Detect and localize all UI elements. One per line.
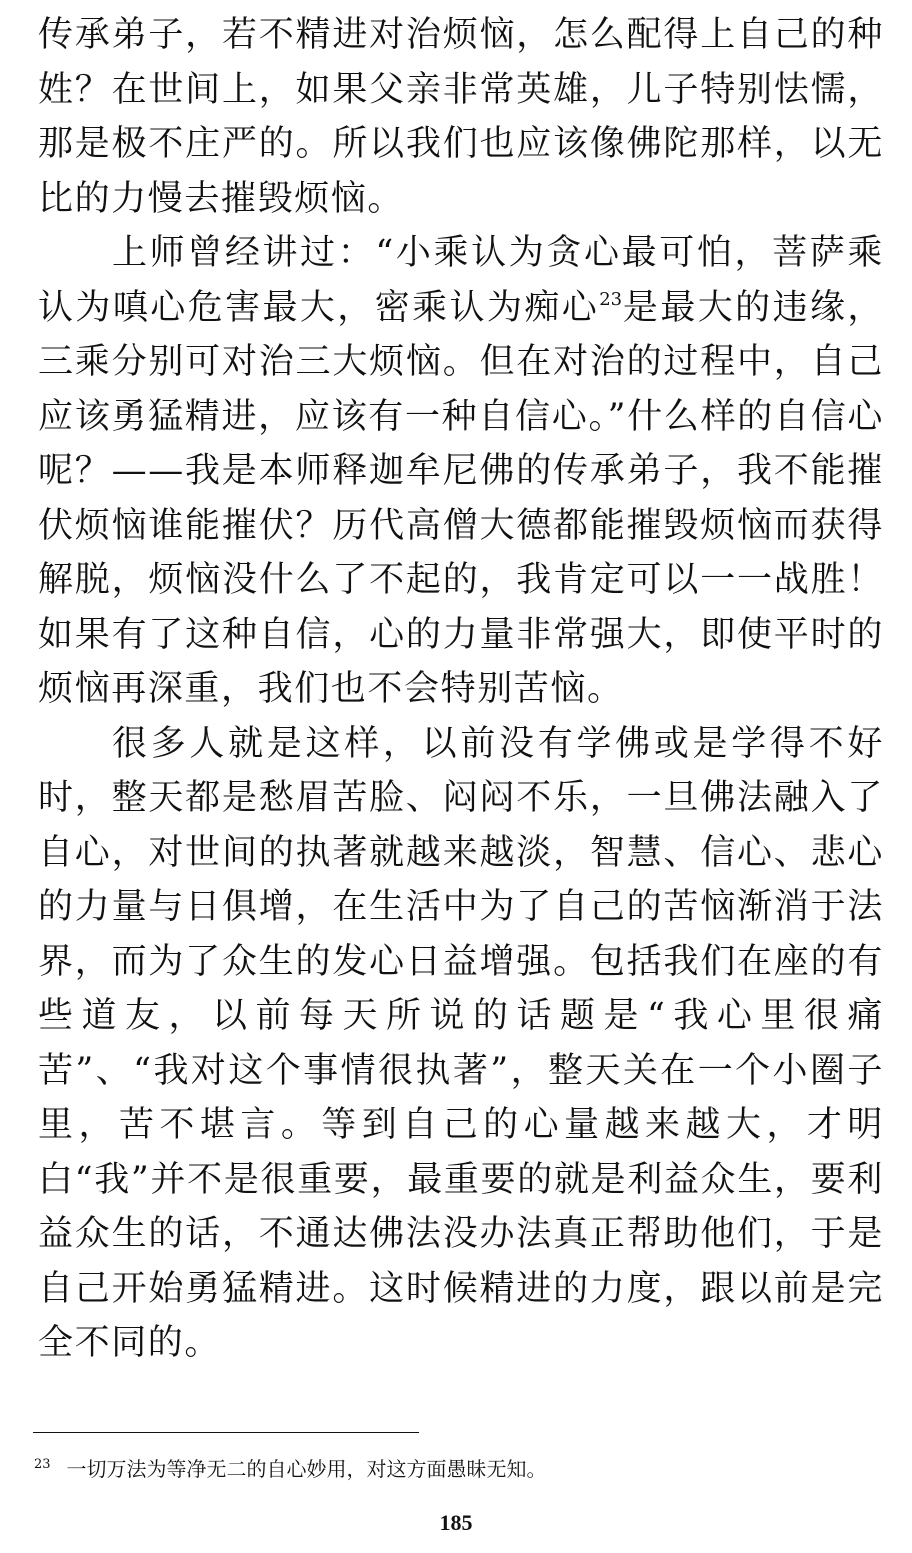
footnote-text: 一切万法为等净无二的自心妙用，对这方面愚昧无知。 xyxy=(66,1457,547,1481)
page-number: 185 xyxy=(439,1510,473,1535)
paragraph-1 xyxy=(38,8,884,226)
footnote-divider xyxy=(33,1432,419,1433)
paragraph-2-text-end: 是最大的违缘，三乘分别可对治三大烦恼。但在对治的过程中，自己应该勇猛精进，应该有一种自信心。”什么样的自信心呢？——我是本师释迦牟尼佛的传承弟子，我不能摧伏烦恼谁能摧伏？历代高僧大德都能摧毁烦恼而获得解脱，烦恼没什么了不起的，我肯定可以一一战胜！如果有了这种自信，心的力量非常强大，即使平时的烦恼再深重，我们也不会特别苦恼。 xyxy=(38,287,884,709)
footnote-reference: 23 xyxy=(599,288,623,310)
paragraph-1-text: 传承弟子，若不精进对治烦恼，怎么配得上自己的种姓？在世间上，如果父亲非常英雄，儿子特别怯懦，那是极不庄严的。所以我们也应该像佛陀那样，以无比的力慢去摧毁烦恼。 xyxy=(38,15,884,219)
paragraph-3-text: 很多人就是这样，以前没有学佛或是学得不好时，整天都是愁眉苦脸、闷闷不乐，一旦佛法融入了自心，对世间的执著就越来越淡，智慧、信心、悲心的力量与日俱增，在生活中为了自己的苦恼渐消于法界，而为了众生的发心日益增强。包括我们在座的有些道友，以前每天所说的话题是“我心里很痛苦”、“我对这个事情很执著”，整天关在一个小圈子里，苦不堪言。等到自己的心量越来越大，才明白“我”并不是很重要，最重要的就是利益众生，要利益众生的话，不通达佛法没办法真正帮助他们，于是自己开始勇猛精进。这时候精进的力度，跟以前是完全不同的。 xyxy=(38,723,884,1363)
body-text xyxy=(38,8,884,1371)
paragraph-2-text-start: 上师曾经讲过：“小乘认为贪心最可怕，菩萨乘认为嗔心危害最大，密乘认为痴心 xyxy=(38,233,884,328)
paragraph-2 xyxy=(38,226,884,717)
paragraph-3 xyxy=(38,717,884,1371)
footnote-number: 23 xyxy=(34,1457,51,1472)
footnote xyxy=(34,1455,874,1483)
